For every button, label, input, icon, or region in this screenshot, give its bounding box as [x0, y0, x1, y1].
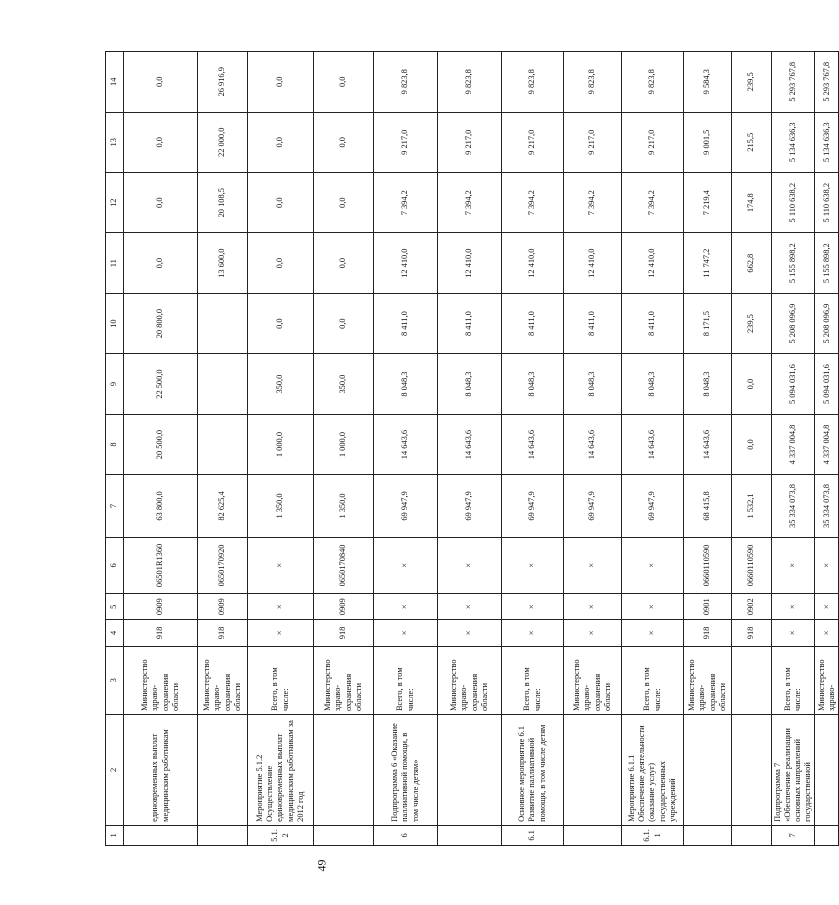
- section-code-cell: 0901: [684, 594, 732, 620]
- ministry-code-cell: ×: [564, 620, 622, 646]
- year-2015-cell: 8 048,3: [438, 354, 502, 414]
- year-2015-cell: 8 048,3: [622, 354, 684, 414]
- year-2019-cell: 9 217,0: [374, 112, 438, 172]
- ministry-code-cell: ×: [502, 620, 564, 646]
- year-2020-cell: 9 823,8: [622, 52, 684, 113]
- ministry-code-cell: ×: [772, 620, 815, 646]
- year-2020-cell: 9 584,3: [684, 52, 732, 113]
- year-2016-cell: 20 800,0: [124, 293, 198, 353]
- column-header: 4: [106, 620, 124, 646]
- row-name-cell: [815, 715, 839, 826]
- year-2018-cell: 0,0: [124, 172, 198, 232]
- ministry-code-cell: 918: [732, 620, 772, 646]
- responsible-cell: Министерство здраво-охранения области: [564, 646, 622, 715]
- row-number-cell: 5.1.2: [248, 825, 314, 845]
- section-code-cell: ×: [438, 594, 502, 620]
- responsible-cell: Всего, в том числе:: [248, 646, 314, 715]
- target-article-cell: ×: [815, 537, 839, 593]
- year-2015-cell: 350,0: [314, 354, 374, 414]
- year-2019-cell: 9 217,0: [564, 112, 622, 172]
- year-2014-cell: 14 643,6: [374, 414, 438, 474]
- table-row: [198, 52, 248, 846]
- target-article-cell: 0660110590: [732, 537, 772, 593]
- responsible-cell: Министерство здраво-охранения области: [684, 646, 732, 715]
- total-cell: 69 947,9: [374, 475, 438, 537]
- row-number-cell: [438, 825, 502, 845]
- year-2015-cell: 0,0: [732, 354, 772, 414]
- year-2020-cell: 9 823,8: [502, 52, 564, 113]
- budget-table: [105, 51, 839, 846]
- year-2019-cell: 0,0: [124, 112, 198, 172]
- page-number: 49: [314, 859, 329, 872]
- table-row: [314, 52, 374, 846]
- year-2015-cell: 350,0: [248, 354, 314, 414]
- table-row: [564, 52, 622, 846]
- total-cell: 63 800,0: [124, 475, 198, 537]
- row-name-cell: Подпрограмма 6 «Оказание паллиативной помощи, в том числе детям»: [374, 715, 438, 826]
- year-2016-cell: 0,0: [314, 293, 374, 353]
- responsible-cell: Министерство здраво-охранения области: [198, 646, 248, 715]
- section-code-cell: ×: [248, 594, 314, 620]
- year-2016-cell: 239,5: [732, 293, 772, 353]
- year-2018-cell: 0,0: [248, 172, 314, 232]
- table-row: [772, 52, 815, 846]
- year-2014-cell: 4 337 004,8: [815, 414, 839, 474]
- year-2019-cell: 22 000,0: [198, 112, 248, 172]
- year-2017-cell: 5 155 898,2: [815, 233, 839, 293]
- section-code-cell: ×: [374, 594, 438, 620]
- year-2020-cell: 0,0: [124, 52, 198, 113]
- target-article-cell: ×: [622, 537, 684, 593]
- year-2020-cell: 239,5: [732, 52, 772, 113]
- year-2014-cell: 0,0: [732, 414, 772, 474]
- column-header: 7: [106, 475, 124, 537]
- year-2018-cell: 7 394,2: [374, 172, 438, 232]
- row-name-cell: Основное мероприятие 6.1 Развитие паллиативной помощи, в том числе детям: [502, 715, 564, 826]
- year-2017-cell: 12 410,0: [374, 233, 438, 293]
- year-2017-cell: 0,0: [314, 233, 374, 293]
- column-header: 14: [106, 52, 124, 113]
- year-2018-cell: 5 110 638,2: [815, 172, 839, 232]
- ministry-code-cell: 918: [684, 620, 732, 646]
- row-number-cell: [732, 825, 772, 845]
- row-name-cell: единовременных выплат медицинским работникам: [124, 715, 198, 826]
- year-2015-cell: 5 094 031,6: [772, 354, 815, 414]
- year-2016-cell: 8 411,0: [622, 293, 684, 353]
- section-code-cell: 0909: [198, 594, 248, 620]
- year-2018-cell: 174,8: [732, 172, 772, 232]
- table-row: [732, 52, 772, 846]
- row-name-cell: [198, 715, 248, 826]
- row-name-cell: [564, 715, 622, 826]
- target-article-cell: 06501R1360: [124, 537, 198, 593]
- year-2017-cell: 11 747,2: [684, 233, 732, 293]
- ministry-code-cell: ×: [622, 620, 684, 646]
- year-2016-cell: 0,0: [248, 293, 314, 353]
- target-article-cell: ×: [502, 537, 564, 593]
- table-row: [248, 52, 314, 846]
- year-2014-cell: 1 000,0: [248, 414, 314, 474]
- responsible-cell: Министерство здраво-: [815, 646, 839, 715]
- column-header: 8: [106, 414, 124, 474]
- target-article-cell: 0650170840: [314, 537, 374, 593]
- year-2016-cell: 5 208 096,9: [815, 293, 839, 353]
- year-2017-cell: 0,0: [124, 233, 198, 293]
- row-number-cell: 6: [374, 825, 438, 845]
- responsible-cell: [732, 646, 772, 715]
- year-2018-cell: 5 110 638,2: [772, 172, 815, 232]
- row-number-cell: 7: [772, 825, 815, 845]
- row-number-cell: 6.1: [502, 825, 564, 845]
- total-cell: 69 947,9: [502, 475, 564, 537]
- year-2014-cell: 14 643,6: [622, 414, 684, 474]
- year-2015-cell: 5 094 031,6: [815, 354, 839, 414]
- year-2017-cell: 0,0: [248, 233, 314, 293]
- target-article-cell: ×: [772, 537, 815, 593]
- total-cell: 1 350,0: [248, 475, 314, 537]
- ministry-code-cell: 918: [198, 620, 248, 646]
- row-name-cell: Подпрограмма 7 «Обеспечение реализации основных направлений государственной: [772, 715, 815, 826]
- budget-table-rotated: [105, 51, 836, 846]
- row-number-cell: [684, 825, 732, 845]
- row-number-cell: [124, 825, 198, 845]
- column-header: 5: [106, 594, 124, 620]
- row-name-cell: [732, 715, 772, 826]
- table-row: [502, 52, 564, 846]
- section-code-cell: ×: [772, 594, 815, 620]
- year-2014-cell: 14 643,6: [502, 414, 564, 474]
- column-header: 3: [106, 646, 124, 715]
- target-article-cell: ×: [438, 537, 502, 593]
- column-header: 1: [106, 825, 124, 845]
- table-row: [815, 52, 839, 846]
- table-row: [124, 52, 198, 846]
- year-2017-cell: 13 600,0: [198, 233, 248, 293]
- year-2016-cell: [198, 293, 248, 353]
- year-2020-cell: 9 823,8: [374, 52, 438, 113]
- column-header: 12: [106, 172, 124, 232]
- year-2019-cell: 215,5: [732, 112, 772, 172]
- table-row: [622, 52, 684, 846]
- column-header: 11: [106, 233, 124, 293]
- column-header: 13: [106, 112, 124, 172]
- year-2020-cell: 0,0: [248, 52, 314, 113]
- section-code-cell: 0909: [124, 594, 198, 620]
- table-row: [374, 52, 438, 846]
- year-2019-cell: 0,0: [314, 112, 374, 172]
- year-2014-cell: 1 000,0: [314, 414, 374, 474]
- year-2015-cell: 8 048,3: [374, 354, 438, 414]
- year-2020-cell: 0,0: [314, 52, 374, 113]
- total-cell: 82 625,4: [198, 475, 248, 537]
- responsible-cell: Всего, в том числе:: [622, 646, 684, 715]
- total-cell: 35 334 073,8: [815, 475, 839, 537]
- column-number-row: [106, 52, 124, 846]
- year-2019-cell: 5 134 636,3: [815, 112, 839, 172]
- table-row: [438, 52, 502, 846]
- total-cell: 69 947,9: [622, 475, 684, 537]
- ministry-code-cell: ×: [248, 620, 314, 646]
- year-2018-cell: 7 394,2: [502, 172, 564, 232]
- total-cell: 1 532,1: [732, 475, 772, 537]
- year-2014-cell: 4 337 004,8: [772, 414, 815, 474]
- ministry-code-cell: 918: [314, 620, 374, 646]
- year-2017-cell: 12 410,0: [622, 233, 684, 293]
- row-number-cell: [815, 825, 839, 845]
- year-2019-cell: 9 001,5: [684, 112, 732, 172]
- row-name-cell: [314, 715, 374, 826]
- section-code-cell: ×: [564, 594, 622, 620]
- ministry-code-cell: ×: [438, 620, 502, 646]
- year-2020-cell: 26 916,9: [198, 52, 248, 113]
- year-2016-cell: 8 411,0: [564, 293, 622, 353]
- year-2018-cell: 7 219,4: [684, 172, 732, 232]
- year-2020-cell: 5 293 767,8: [772, 52, 815, 113]
- year-2016-cell: 8 171,5: [684, 293, 732, 353]
- section-code-cell: ×: [622, 594, 684, 620]
- year-2018-cell: 20 108,5: [198, 172, 248, 232]
- total-cell: 69 947,9: [438, 475, 502, 537]
- year-2014-cell: 14 643,6: [564, 414, 622, 474]
- year-2014-cell: 20 500,0: [124, 414, 198, 474]
- ministry-code-cell: ×: [815, 620, 839, 646]
- year-2017-cell: 12 410,0: [438, 233, 502, 293]
- section-code-cell: 0902: [732, 594, 772, 620]
- year-2014-cell: [198, 414, 248, 474]
- year-2017-cell: 12 410,0: [564, 233, 622, 293]
- responsible-cell: Всего, в том числе:: [772, 646, 815, 715]
- target-article-cell: ×: [374, 537, 438, 593]
- section-code-cell: ×: [502, 594, 564, 620]
- target-article-cell: 0660110590: [684, 537, 732, 593]
- table-row: [684, 52, 732, 846]
- column-header: 10: [106, 293, 124, 353]
- year-2017-cell: 662,8: [732, 233, 772, 293]
- target-article-cell: 0650170920: [198, 537, 248, 593]
- year-2019-cell: 9 217,0: [622, 112, 684, 172]
- year-2014-cell: 14 643,6: [438, 414, 502, 474]
- total-cell: 35 334 073,8: [772, 475, 815, 537]
- responsible-cell: Министерство здраво-охранения области: [438, 646, 502, 715]
- section-code-cell: ×: [815, 594, 839, 620]
- year-2017-cell: 5 155 898,2: [772, 233, 815, 293]
- year-2019-cell: 0,0: [248, 112, 314, 172]
- year-2019-cell: 5 134 636,3: [772, 112, 815, 172]
- year-2017-cell: 12 410,0: [502, 233, 564, 293]
- responsible-cell: Всего, в том числе:: [502, 646, 564, 715]
- year-2018-cell: 0,0: [314, 172, 374, 232]
- year-2018-cell: 7 394,2: [438, 172, 502, 232]
- total-cell: 69 947,9: [564, 475, 622, 537]
- year-2020-cell: 9 823,8: [438, 52, 502, 113]
- row-number-cell: [198, 825, 248, 845]
- year-2015-cell: [198, 354, 248, 414]
- row-number-cell: [314, 825, 374, 845]
- year-2019-cell: 9 217,0: [502, 112, 564, 172]
- row-name-cell: Мероприятие 5.1.2 Осуществление единовременных выплат медицинским работникам за 2012 год: [248, 715, 314, 826]
- year-2014-cell: 14 643,6: [684, 414, 732, 474]
- total-cell: 68 415,8: [684, 475, 732, 537]
- year-2015-cell: 8 048,3: [684, 354, 732, 414]
- column-header: 9: [106, 354, 124, 414]
- year-2016-cell: 8 411,0: [502, 293, 564, 353]
- ministry-code-cell: ×: [374, 620, 438, 646]
- row-name-cell: [684, 715, 732, 826]
- year-2020-cell: 5 293 767,8: [815, 52, 839, 113]
- responsible-cell: Министерство здраво-охранения области: [124, 646, 198, 715]
- year-2018-cell: 7 394,2: [622, 172, 684, 232]
- target-article-cell: ×: [248, 537, 314, 593]
- year-2016-cell: 8 411,0: [438, 293, 502, 353]
- section-code-cell: 0909: [314, 594, 374, 620]
- column-header: 6: [106, 537, 124, 593]
- year-2016-cell: 8 411,0: [374, 293, 438, 353]
- row-name-cell: [438, 715, 502, 826]
- responsible-cell: Министерство здраво-охранения области: [314, 646, 374, 715]
- year-2015-cell: 8 048,3: [502, 354, 564, 414]
- row-number-cell: [564, 825, 622, 845]
- year-2016-cell: 5 208 096,9: [772, 293, 815, 353]
- responsible-cell: Всего, в том числе:: [374, 646, 438, 715]
- year-2020-cell: 9 823,8: [564, 52, 622, 113]
- year-2015-cell: 8 048,3: [564, 354, 622, 414]
- row-name-cell: Мероприятие 6.1.1 Обеспечение деятельности (оказание услуг) государственных учреждений: [622, 715, 684, 826]
- year-2015-cell: 22 500,0: [124, 354, 198, 414]
- column-header: 2: [106, 715, 124, 826]
- ministry-code-cell: 918: [124, 620, 198, 646]
- year-2018-cell: 7 394,2: [564, 172, 622, 232]
- row-number-cell: 6.1.1: [622, 825, 684, 845]
- year-2019-cell: 9 217,0: [438, 112, 502, 172]
- target-article-cell: ×: [564, 537, 622, 593]
- total-cell: 1 350,0: [314, 475, 374, 537]
